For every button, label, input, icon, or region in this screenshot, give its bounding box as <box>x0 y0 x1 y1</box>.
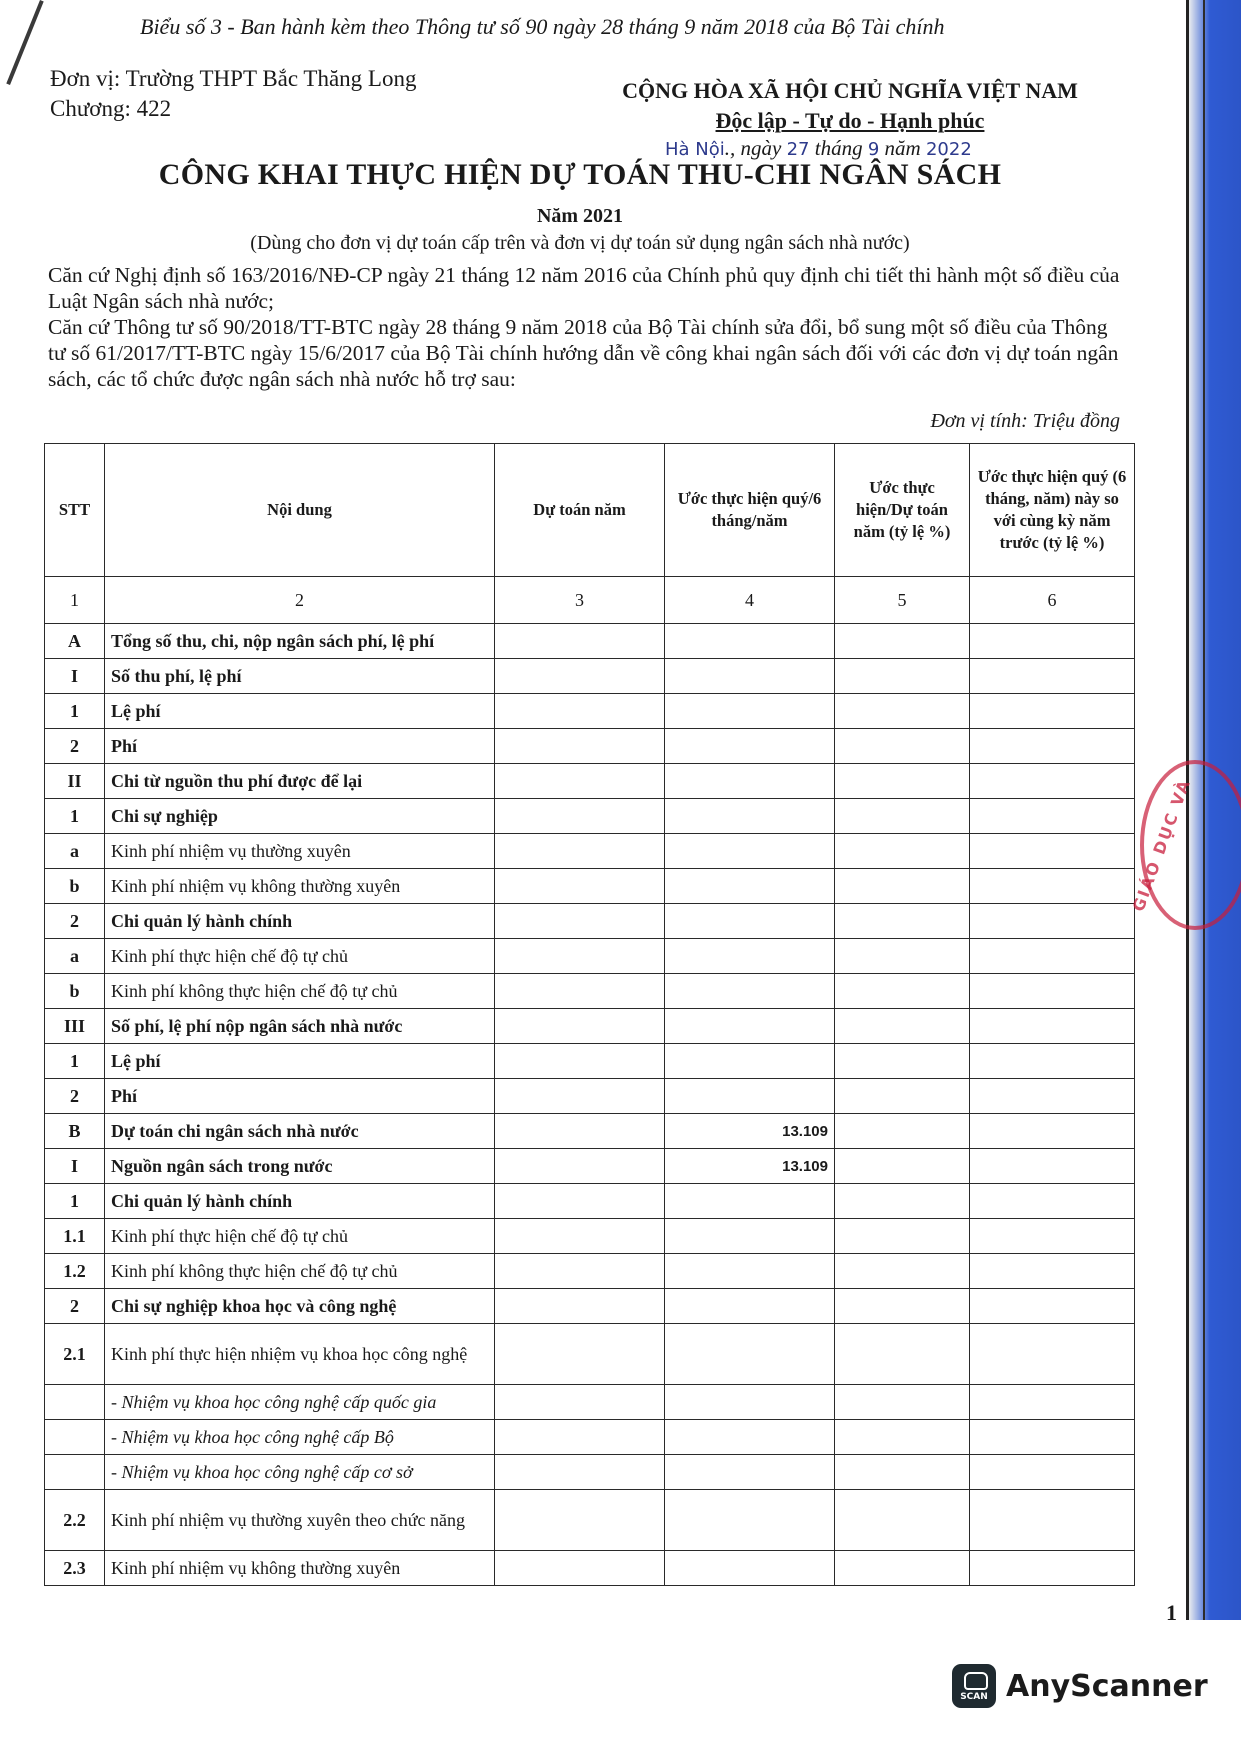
row-yoy-ratio <box>970 904 1135 939</box>
table-row <box>45 1044 1135 1079</box>
document-subtitle: (Dùng cho đơn vị dự toán cấp trên và đơn vị dự toán sử dụng ngân sách nhà nước) <box>250 232 910 254</box>
row-content: Chi sự nghiệp khoa học và công nghệ <box>105 1289 495 1324</box>
column-number: 2 <box>105 577 495 624</box>
row-annual-estimate <box>495 729 665 764</box>
row-stt: A <box>45 624 105 659</box>
table-row <box>45 1551 1135 1586</box>
row-estimated-execution <box>665 729 835 764</box>
row-execution-ratio <box>835 1551 970 1586</box>
row-yoy-ratio <box>970 1385 1135 1420</box>
table-row <box>45 1324 1135 1385</box>
row-content: Phí <box>105 729 495 764</box>
row-content: Dự toán chi ngân sách nhà nước <box>105 1114 495 1149</box>
row-execution-ratio <box>835 1149 970 1184</box>
row-content: Chi quản lý hành chính <box>105 1184 495 1219</box>
row-annual-estimate <box>495 974 665 1009</box>
row-estimated-execution <box>665 1551 835 1586</box>
row-annual-estimate <box>495 1114 665 1149</box>
row-content: Lệ phí <box>105 1044 495 1079</box>
row-stt: II <box>45 764 105 799</box>
row-annual-estimate <box>495 1184 665 1219</box>
row-yoy-ratio <box>970 974 1135 1009</box>
unit-name: Đơn vị: Trường THPT Bắc Thăng Long <box>50 66 417 91</box>
row-execution-ratio <box>835 694 970 729</box>
row-yoy-ratio <box>970 869 1135 904</box>
row-execution-ratio <box>835 1289 970 1324</box>
row-estimated-execution <box>665 1324 835 1385</box>
row-execution-ratio <box>835 729 970 764</box>
row-estimated-execution <box>665 1455 835 1490</box>
document-title: CÔNG KHAI THỰC HIỆN DỰ TOÁN THU-CHI NGÂN SÁCH <box>158 158 1002 191</box>
row-stt: 1 <box>45 799 105 834</box>
national-heading <box>575 76 1125 136</box>
row-annual-estimate <box>495 1490 665 1551</box>
table-row <box>45 939 1135 974</box>
row-annual-estimate <box>495 764 665 799</box>
row-yoy-ratio <box>970 1490 1135 1551</box>
row-execution-ratio <box>835 1079 970 1114</box>
column-number: 6 <box>970 577 1135 624</box>
table-row <box>45 799 1135 834</box>
row-estimated-execution <box>665 904 835 939</box>
row-yoy-ratio <box>970 624 1135 659</box>
row-content: Chi sự nghiệp <box>105 799 495 834</box>
header-yoy-ratio: Ước thực hiện quý (6 tháng, năm) này so với cùng kỳ năm trước (tỷ lệ %) <box>970 444 1135 577</box>
scanner-logo-icon <box>952 1664 996 1708</box>
row-stt: b <box>45 869 105 904</box>
column-number: 4 <box>665 577 835 624</box>
column-number: 3 <box>495 577 665 624</box>
table-row <box>45 1385 1135 1420</box>
table-row <box>45 974 1135 1009</box>
row-stt: 2 <box>45 1079 105 1114</box>
row-estimated-execution <box>665 659 835 694</box>
row-annual-estimate <box>495 1219 665 1254</box>
row-stt: 2.3 <box>45 1551 105 1586</box>
row-content: Kinh phí nhiệm vụ không thường xuyên <box>105 1551 495 1586</box>
row-annual-estimate <box>495 939 665 974</box>
table-row <box>45 1420 1135 1455</box>
row-content: - Nhiệm vụ khoa học công nghệ cấp Bộ <box>105 1420 495 1455</box>
day-label: ., ngày <box>724 136 782 160</box>
row-content: Kinh phí thực hiện nhiệm vụ khoa học công nghệ <box>105 1324 495 1385</box>
row-estimated-execution <box>665 624 835 659</box>
nation-name: CỘNG HÒA XÃ HỘI CHỦ NGHĨA VIỆT NAM <box>622 78 1078 103</box>
budget-table <box>44 443 1135 1586</box>
row-stt: III <box>45 1009 105 1044</box>
row-estimated-execution <box>665 869 835 904</box>
row-content: Nguồn ngân sách trong nước <box>105 1149 495 1184</box>
row-yoy-ratio <box>970 1254 1135 1289</box>
legal-basis <box>48 262 1128 392</box>
row-annual-estimate <box>495 1420 665 1455</box>
row-yoy-ratio <box>970 1184 1135 1219</box>
row-stt: I <box>45 659 105 694</box>
row-execution-ratio <box>835 1184 970 1219</box>
table-row <box>45 1149 1135 1184</box>
row-estimated-execution <box>665 764 835 799</box>
row-estimated-execution <box>665 1219 835 1254</box>
row-execution-ratio <box>835 904 970 939</box>
month-handwritten: 9 <box>867 139 880 160</box>
row-yoy-ratio <box>970 1324 1135 1385</box>
row-content: Kinh phí không thực hiện chế độ tự chủ <box>105 974 495 1009</box>
row-yoy-ratio <box>970 1455 1135 1490</box>
table-row <box>45 729 1135 764</box>
row-estimated-execution <box>665 974 835 1009</box>
header-stt: STT <box>45 444 105 577</box>
row-execution-ratio <box>835 624 970 659</box>
header-annual-estimate: Dự toán năm <box>495 444 665 577</box>
row-content: Kinh phí thực hiện chế độ tự chủ <box>105 1219 495 1254</box>
row-stt: 2 <box>45 904 105 939</box>
row-content: - Nhiệm vụ khoa học công nghệ cấp cơ sở <box>105 1455 495 1490</box>
row-content: Kinh phí nhiệm vụ thường xuyên theo chức năng <box>105 1490 495 1551</box>
row-yoy-ratio <box>970 1420 1135 1455</box>
row-estimated-execution <box>665 1009 835 1044</box>
document-year: Năm 2021 <box>536 205 624 227</box>
row-stt: 1.1 <box>45 1219 105 1254</box>
row-annual-estimate <box>495 694 665 729</box>
row-annual-estimate <box>495 1551 665 1586</box>
row-stt: 2 <box>45 729 105 764</box>
row-estimated-execution <box>665 1289 835 1324</box>
row-yoy-ratio <box>970 1044 1135 1079</box>
row-estimated-execution <box>665 1420 835 1455</box>
row-stt: 1.2 <box>45 1254 105 1289</box>
row-estimated-execution <box>665 939 835 974</box>
row-execution-ratio <box>835 1114 970 1149</box>
row-execution-ratio <box>835 1254 970 1289</box>
row-stt: 1 <box>45 1044 105 1079</box>
form-reference-note: Biểu số 3 - Ban hành kèm theo Thông tư số 90 ngày 28 tháng 9 năm 2018 của Bộ Tài chính <box>140 14 945 39</box>
row-yoy-ratio <box>970 1079 1135 1114</box>
row-stt <box>45 1455 105 1490</box>
page-number: 1 <box>1166 1600 1177 1625</box>
scanner-logo-text: SCAN <box>960 1692 988 1702</box>
row-stt: a <box>45 939 105 974</box>
row-yoy-ratio <box>970 834 1135 869</box>
header-content: Nội dung <box>105 444 495 577</box>
table-row <box>45 1490 1135 1551</box>
unit-of-measure: Đơn vị tính: Triệu đồng <box>930 410 1120 432</box>
row-yoy-ratio <box>970 799 1135 834</box>
row-yoy-ratio <box>970 694 1135 729</box>
unit-block <box>50 64 416 124</box>
row-execution-ratio <box>835 1420 970 1455</box>
table-row <box>45 1219 1135 1254</box>
row-content: Số thu phí, lệ phí <box>105 659 495 694</box>
row-annual-estimate <box>495 834 665 869</box>
row-estimated-execution <box>665 799 835 834</box>
row-estimated-execution <box>665 1254 835 1289</box>
table-row <box>45 1184 1135 1219</box>
row-annual-estimate <box>495 1079 665 1114</box>
row-execution-ratio <box>835 1490 970 1551</box>
stamp-text: GIÁO DỤC VÀ <box>1128 776 1195 914</box>
row-execution-ratio <box>835 1385 970 1420</box>
row-yoy-ratio <box>970 729 1135 764</box>
row-annual-estimate <box>495 624 665 659</box>
row-annual-estimate <box>495 1385 665 1420</box>
row-stt <box>45 1420 105 1455</box>
nation-motto: Độc lập - Tự do - Hạnh phúc <box>715 108 985 133</box>
row-execution-ratio <box>835 1455 970 1490</box>
row-stt: 2 <box>45 1289 105 1324</box>
table-row <box>45 624 1135 659</box>
row-execution-ratio <box>835 869 970 904</box>
row-stt: 1 <box>45 694 105 729</box>
table-row <box>45 1079 1135 1114</box>
header-execution-ratio: Ước thực hiện/Dự toán năm (tỷ lệ %) <box>835 444 970 577</box>
row-content: Lệ phí <box>105 694 495 729</box>
row-stt: a <box>45 834 105 869</box>
row-stt: 2.2 <box>45 1490 105 1551</box>
row-execution-ratio <box>835 1044 970 1079</box>
row-annual-estimate <box>495 1149 665 1184</box>
row-execution-ratio <box>835 1009 970 1044</box>
red-seal-stamp <box>1128 760 1241 930</box>
chapter-code: Chương: 422 <box>50 96 172 121</box>
row-annual-estimate <box>495 1455 665 1490</box>
row-content: Kinh phí không thực hiện chế độ tự chủ <box>105 1254 495 1289</box>
row-stt: 1 <box>45 1184 105 1219</box>
row-estimated-execution <box>665 1184 835 1219</box>
table-row <box>45 834 1135 869</box>
row-estimated-execution <box>665 834 835 869</box>
row-execution-ratio <box>835 939 970 974</box>
table-row <box>45 694 1135 729</box>
table-row <box>45 1009 1135 1044</box>
row-estimated-execution: 13.109 <box>665 1149 835 1184</box>
table-row <box>45 1114 1135 1149</box>
row-annual-estimate <box>495 904 665 939</box>
row-annual-estimate <box>495 659 665 694</box>
legal-basis-2: Căn cứ Thông tư số 90/2018/TT-BTC ngày 28 tháng 9 năm 2018 của Bộ Tài chính sửa đổi, bổ sung một số điều của Thông tư số 61/2017/TT-BTC ngày 15/6/2017 của Bộ Tài chính hướng dẫn về công khai ngân sách đối với các đơn vị dự toán ngân sách, các tổ chức được ngân sách nhà nước hỗ trợ sau: <box>48 315 1119 391</box>
legal-basis-1: Căn cứ Nghị định số 163/2016/NĐ-CP ngày 21 tháng 12 năm 2016 của Chính phủ quy định chi tiết thi hành một số điều của Luật Ngân sách nhà nước; <box>48 263 1120 313</box>
row-annual-estimate <box>495 1044 665 1079</box>
row-stt <box>45 1385 105 1420</box>
row-content: Số phí, lệ phí nộp ngân sách nhà nước <box>105 1009 495 1044</box>
row-annual-estimate <box>495 1324 665 1385</box>
day-handwritten: 27 <box>786 139 810 160</box>
column-number: 1 <box>45 577 105 624</box>
row-estimated-execution <box>665 694 835 729</box>
row-yoy-ratio <box>970 1551 1135 1586</box>
table-header-row <box>45 444 1135 577</box>
row-yoy-ratio <box>970 1114 1135 1149</box>
row-yoy-ratio <box>970 1219 1135 1254</box>
row-annual-estimate <box>495 1009 665 1044</box>
row-estimated-execution <box>665 1490 835 1551</box>
month-label: tháng <box>814 136 863 160</box>
table-row <box>45 764 1135 799</box>
row-content: Phí <box>105 1079 495 1114</box>
row-content: - Nhiệm vụ khoa học công nghệ cấp quốc gia <box>105 1385 495 1420</box>
row-annual-estimate <box>495 1289 665 1324</box>
table-row <box>45 1455 1135 1490</box>
table-row <box>45 1254 1135 1289</box>
row-estimated-execution <box>665 1385 835 1420</box>
row-content: Chi quản lý hành chính <box>105 904 495 939</box>
row-yoy-ratio <box>970 764 1135 799</box>
column-number: 5 <box>835 577 970 624</box>
row-estimated-execution <box>665 1044 835 1079</box>
row-estimated-execution: 13.109 <box>665 1114 835 1149</box>
row-stt: B <box>45 1114 105 1149</box>
scanner-watermark <box>952 1664 1208 1708</box>
row-content: Kinh phí nhiệm vụ thường xuyên <box>105 834 495 869</box>
table-row <box>45 904 1135 939</box>
year-handwritten: 2022 <box>925 139 972 160</box>
row-stt: 2.1 <box>45 1324 105 1385</box>
scan-edge-top-left <box>6 0 43 85</box>
row-annual-estimate <box>495 799 665 834</box>
row-execution-ratio <box>835 1219 970 1254</box>
row-annual-estimate <box>495 1254 665 1289</box>
year-label: năm <box>884 136 921 160</box>
row-yoy-ratio <box>970 659 1135 694</box>
row-execution-ratio <box>835 764 970 799</box>
header-estimated-execution: Ước thực hiện quý/6 tháng/năm <box>665 444 835 577</box>
row-content: Tổng số thu, chi, nộp ngân sách phí, lệ phí <box>105 624 495 659</box>
row-yoy-ratio <box>970 939 1135 974</box>
place-handwritten: Hà Nội <box>665 139 725 160</box>
row-yoy-ratio <box>970 1009 1135 1044</box>
row-content: Chi từ nguồn thu phí được để lại <box>105 764 495 799</box>
table-row <box>45 1289 1135 1324</box>
scanner-name: AnyScanner <box>1006 1668 1208 1704</box>
row-annual-estimate <box>495 869 665 904</box>
table-body <box>45 624 1135 1586</box>
row-execution-ratio <box>835 1324 970 1385</box>
row-execution-ratio <box>835 834 970 869</box>
row-execution-ratio <box>835 659 970 694</box>
row-content: Kinh phí nhiệm vụ không thường xuyên <box>105 869 495 904</box>
row-estimated-execution <box>665 1079 835 1114</box>
row-execution-ratio <box>835 799 970 834</box>
table-row <box>45 659 1135 694</box>
row-content: Kinh phí thực hiện chế độ tự chủ <box>105 939 495 974</box>
table-row <box>45 869 1135 904</box>
row-stt: b <box>45 974 105 1009</box>
row-execution-ratio <box>835 974 970 1009</box>
row-yoy-ratio <box>970 1289 1135 1324</box>
row-stt: I <box>45 1149 105 1184</box>
row-yoy-ratio <box>970 1149 1135 1184</box>
column-number-row <box>45 577 1135 624</box>
